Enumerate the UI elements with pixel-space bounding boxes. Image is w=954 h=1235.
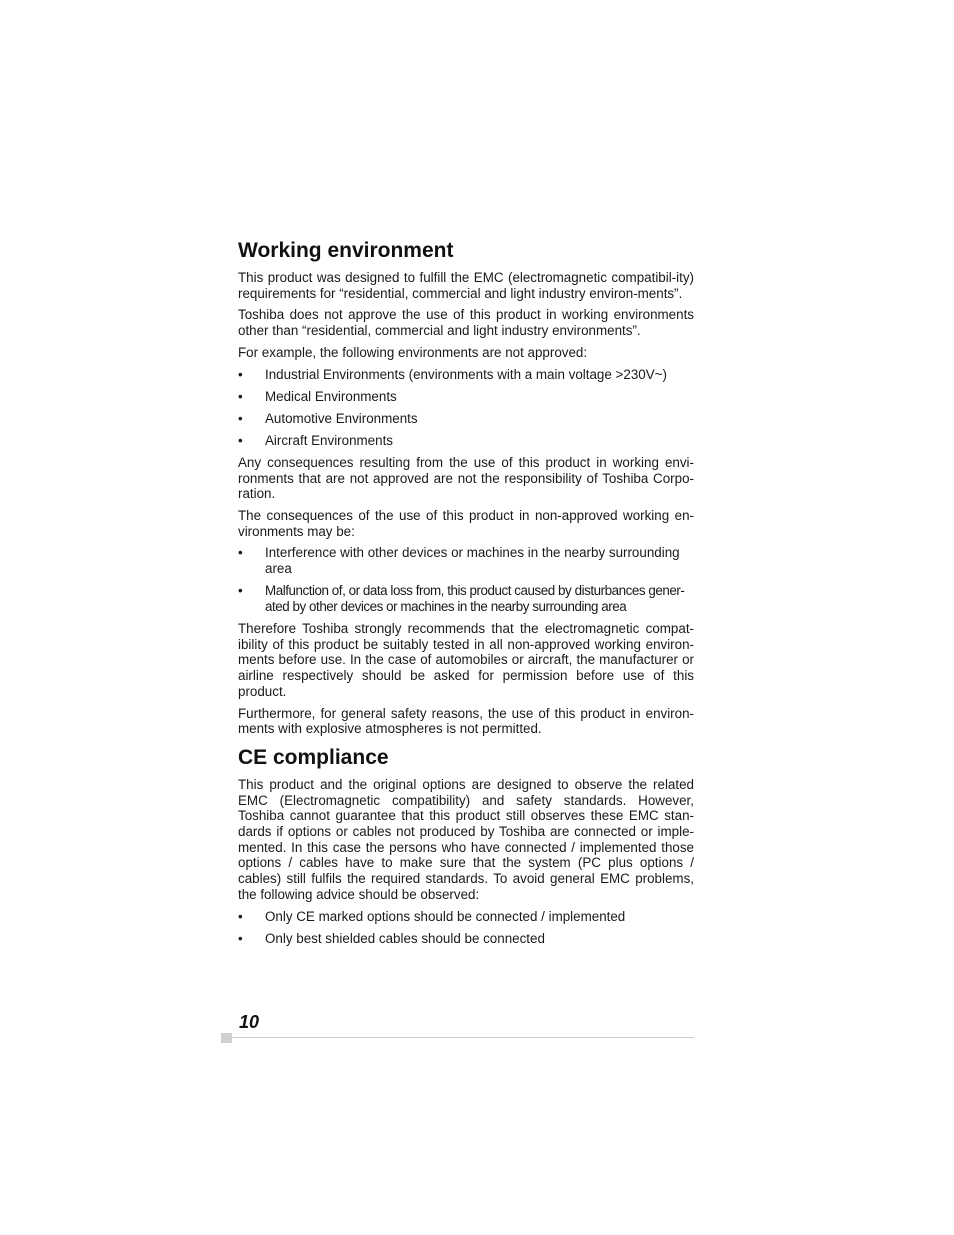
footer-square-marker (221, 1033, 232, 1043)
paragraph-consequences-responsibility: Any consequences resulting from the use of this product in working envi-ronments that are not approved are not the responsibility of Toshiba Corpo-ration. (238, 454, 694, 502)
paragraph-explosive-atmospheres: Furthermore, for general safety reasons, the use of this product in environ-ments with explosive atmospheres is not permitted. (238, 705, 694, 737)
list-item: • Only CE marked options should be connected / implemented (238, 908, 626, 924)
paragraph-recommendation: Therefore Toshiba strongly recommends that the electromagnetic compat-ibility of this product be suitably tested in all non-approved working environ-ments before use. In the case of automobiles or aircraft, the manufacturer or airline respectively should be asked for permission before use of this product. (238, 621, 694, 699)
bullet-icon: • (238, 545, 243, 561)
list-item: • Malfunction of, or data loss from, this product caused by disturbances gener-ated by other devices or machines in the nearby surrounding area (238, 583, 685, 614)
bullet-icon: • (238, 583, 243, 599)
list-unapproved-environments (238, 367, 694, 449)
list-item: • Only best shielded cables should be connected (238, 930, 545, 946)
section-heading-working-environment: Working environment (238, 239, 454, 262)
paragraph-ce-compliance: This product and the original options are designed to observe the related EMC (Electromagnetic compatibility) and safety standards. However, Toshiba cannot guarantee that this product still observes these EMC stan-dards if options or cables not produced by Toshiba are connected or imple-mented. In this case the persons who have connected / implemented those options / cables have to make sure that the system (PC plus options / cables) still fulfils the required standards. To avoid general EMC problems, the following advice should be observed: (238, 776, 694, 902)
bullet-icon: • (238, 366, 243, 382)
list-item: • Medical Environments (238, 388, 397, 404)
bullet-icon: • (238, 930, 243, 946)
page-number: 10 (239, 1012, 260, 1032)
page-content (238, 238, 694, 953)
list-item: • Aircraft Environments (238, 432, 393, 448)
paragraph-emc-design: This product was designed to fulfill the EMC (electromagnetic compatibil-ity) requirements for “residential, commercial and light industry environ-ments”. (238, 270, 694, 301)
paragraph-example-intro: For example, the following environments are not approved: (238, 344, 588, 360)
paragraph-consequences-intro: The consequences of the use of this product in non-approved working en-vironments may be: (238, 508, 694, 539)
list-ce-advice (238, 909, 694, 947)
list-item: • Automotive Environments (238, 410, 418, 426)
bullet-icon: • (238, 388, 243, 404)
list-item: • Interference with other devices or machines in the nearby surrounding area (238, 545, 680, 577)
bullet-icon: • (238, 410, 243, 426)
paragraph-not-approved: Toshiba does not approve the use of this product in working environments other than “residential, commercial and light industry environments”. (238, 307, 694, 339)
footer-divider (232, 1037, 694, 1038)
section-heading-ce-compliance: CE compliance (238, 745, 389, 769)
bullet-icon: • (238, 908, 243, 924)
page-footer (221, 1010, 694, 1044)
list-item: • Industrial Environments (environments with a main voltage >230V~) (238, 366, 667, 382)
bullet-icon: • (238, 432, 243, 448)
list-consequences (238, 545, 694, 614)
